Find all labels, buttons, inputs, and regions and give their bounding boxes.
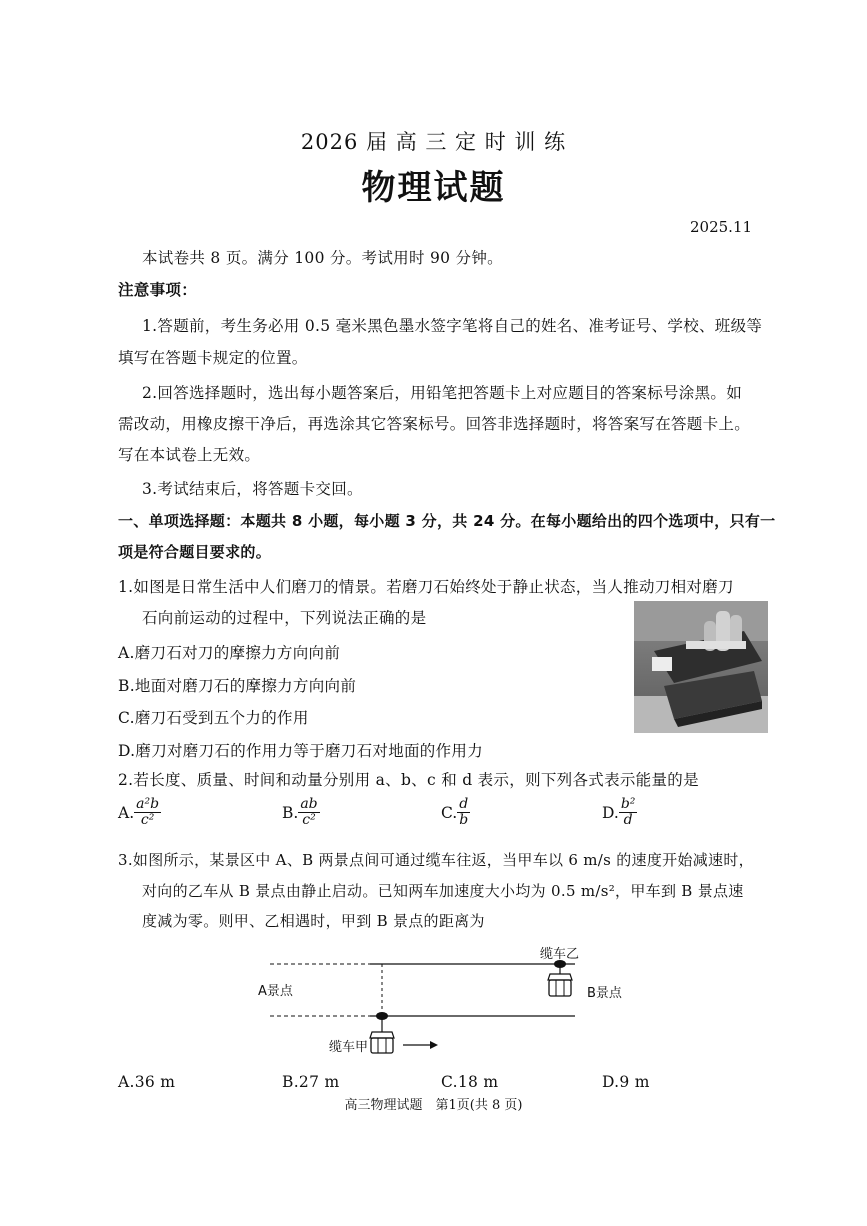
q2-option-c-denominator: b <box>459 812 469 828</box>
intro-text: 本试卷共 8 页。满分 100 分。考试用时 90 分钟。 <box>142 249 503 267</box>
label-scenic-spot-a: A景点 <box>258 984 293 999</box>
q2-option-b-denominator: c² <box>302 812 316 828</box>
notice-heading: 注意事项： <box>118 281 198 299</box>
q2-option-d-denominator: d <box>623 812 633 828</box>
q2-option-d-numerator: b² <box>620 796 636 812</box>
section-heading-cont: 项是符合题目要求的。 <box>118 543 272 561</box>
q1-stem-cont: 石向前运动的过程中，下列说法正确的是 <box>142 609 427 627</box>
notice-item-2-cont: 需改动，用橡皮擦干净后，再选涂其它答案标号。回答非选择题时，将答案写在答题卡上。 <box>118 415 751 433</box>
cable-car-jia-icon <box>370 1012 394 1053</box>
q2-stem: 2.若长度、质量、时间和动量分别用 a、b、c 和 d 表示，则下列各式表示能量的是 <box>118 771 699 789</box>
q2-option-a-label: A. <box>118 803 135 822</box>
label-cable-car-jia: 缆车甲 <box>329 1040 369 1055</box>
q1-option-a: A.磨刀石对刀的摩擦力方向向前 <box>118 644 341 662</box>
q2-option-a-numerator: a²b <box>136 796 160 812</box>
exam-title: 物理试题 <box>361 168 506 208</box>
q2-option-d-label: D. <box>602 803 619 822</box>
exam-subtitle: 2026 届 高 三 定 时 训 练 <box>300 130 567 154</box>
q3-option-c: C.18 m <box>441 1073 499 1091</box>
q1-stem: 1.如图是日常生活中人们磨刀的情景。若磨刀石始终处于静止状态，当人推动刀相对磨刀 <box>118 578 734 596</box>
notice-item-1: 1.答题前，考生务必用 0.5 毫米黑色墨水签字笔将自己的姓名、准考证号、学校、班级等 <box>142 317 763 335</box>
q3-option-a: A.36 m <box>118 1073 176 1091</box>
label-cable-car-yi: 缆车乙 <box>540 947 580 962</box>
q2-option-d <box>602 797 637 828</box>
q2-option-b-fraction <box>298 797 319 828</box>
q3-option-d: D.9 m <box>602 1073 650 1091</box>
section-heading: 一、单项选择题：本题共 8 小题，每小题 3 分，共 24 分。在每小题给出的四个选项中，只有一 <box>118 512 776 530</box>
q3-stem-cont2: 度减为零。则甲、乙相遇时，甲到 B 景点的距离为 <box>142 912 485 930</box>
q3-stem: 3.如图所示，某景区中 A、B 两景点间可通过缆车往返，当甲车以 6 m/s 的速度开始减速时， <box>118 851 754 869</box>
label-scenic-spot-b: B景点 <box>587 986 622 1001</box>
q2-option-c-label: C. <box>441 803 458 822</box>
q3-stem-cont: 对向的乙车从 B 景点由静止启动。已知两车加速度大小均为 0.5 m/s²，甲车到 B 景点速 <box>142 882 744 900</box>
q2-option-b-label: B. <box>282 803 299 822</box>
page-footer: 高三物理试题 第1页(共 8 页) <box>344 1098 523 1113</box>
exam-date: 2025.11 <box>690 218 753 236</box>
notice-item-1-cont: 填写在答题卡规定的位置。 <box>118 349 308 367</box>
q1-option-d: D.磨刀对磨刀石的作用力等于磨刀石对地面的作用力 <box>118 742 484 760</box>
notice-item-3: 3.考试结束后，将答题卡交回。 <box>142 480 363 498</box>
q2-option-c-fraction <box>457 797 470 828</box>
q1-option-b: B.地面对磨刀石的摩擦力方向向前 <box>118 677 357 695</box>
q2-option-a-denominator: c² <box>140 812 155 828</box>
q2-option-b <box>282 797 320 828</box>
q3-option-b: B.27 m <box>282 1073 340 1091</box>
q2-option-c-numerator: d <box>459 796 469 812</box>
arrow-right-icon <box>403 1041 438 1049</box>
knife-sharpening-photo <box>634 601 768 733</box>
q2-option-a-fraction <box>134 797 161 828</box>
q1-option-c: C.磨刀石受到五个力的作用 <box>118 709 309 727</box>
cable-car-yi-icon <box>548 960 572 996</box>
notice-item-2-cont2: 写在本试卷上无效。 <box>118 446 261 464</box>
notice-item-2: 2.回答选择题时，选出每小题答案后，用铅笔把答题卡上对应题目的答案标号涂黑。如 <box>142 384 742 402</box>
q2-option-d-fraction <box>619 797 638 828</box>
q2-option-b-numerator: ab <box>300 796 318 812</box>
q2-option-c <box>441 797 470 828</box>
q2-option-a <box>118 797 161 828</box>
